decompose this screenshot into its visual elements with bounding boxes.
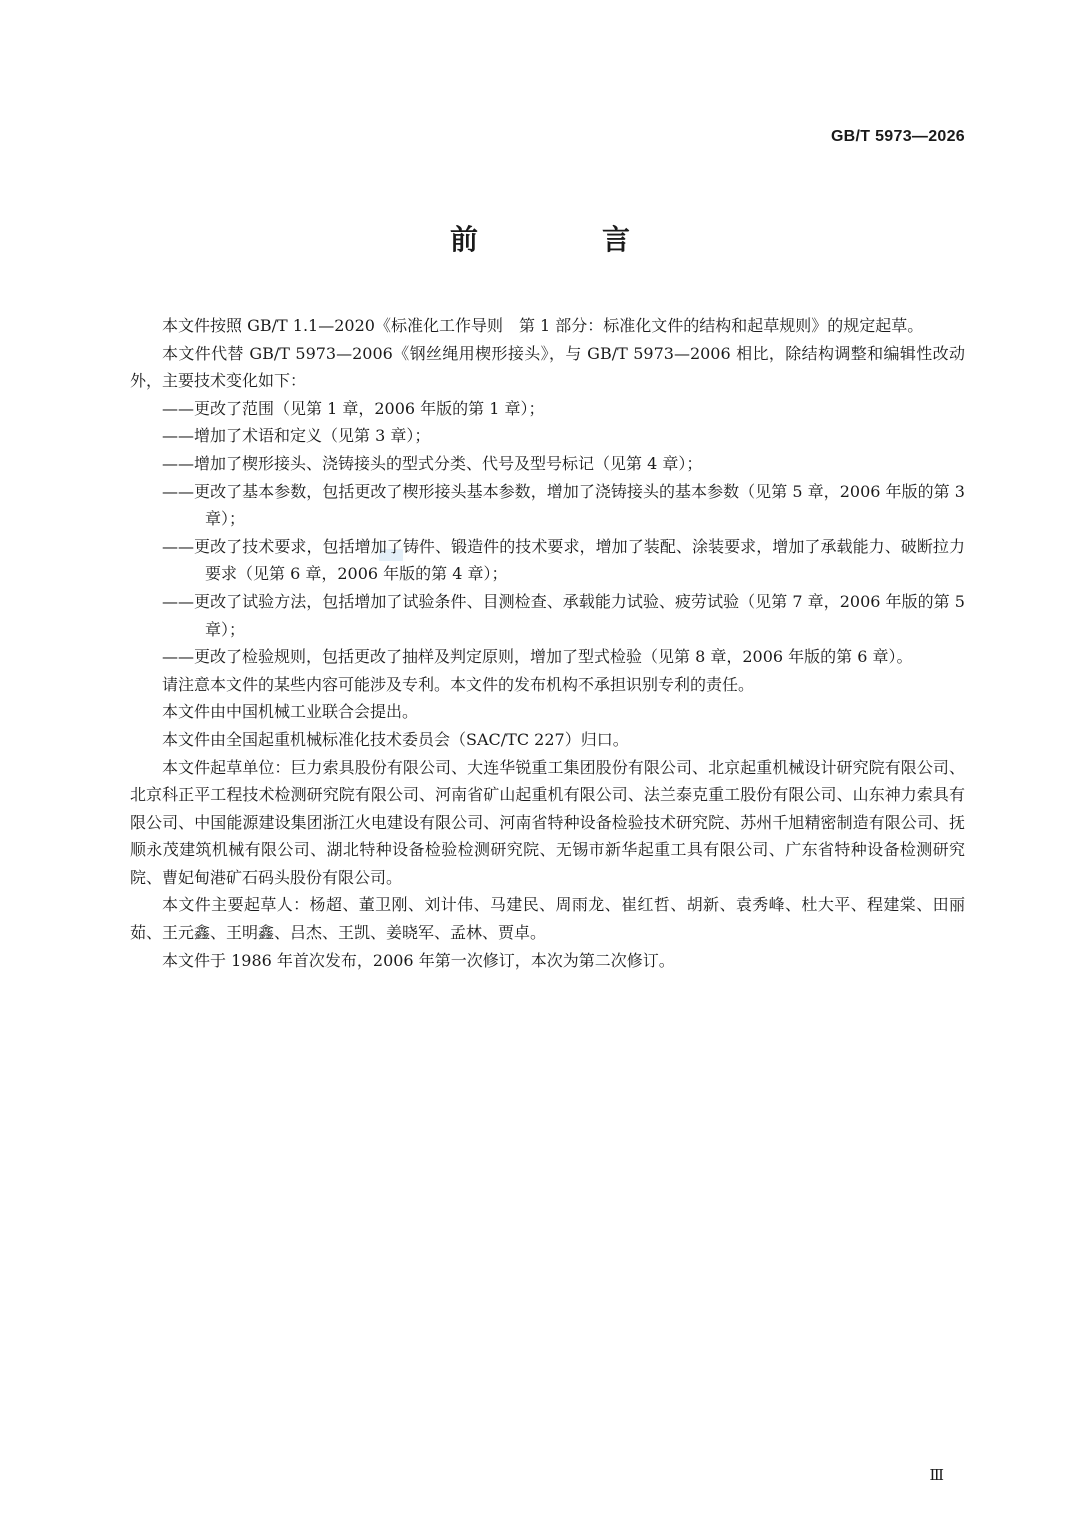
change-item: ——更改了基本参数，包括更改了楔形接头基本参数，增加了浇铸接头的基本参数（见第 5 章，2006 年版的第 3 章）；	[162, 481, 965, 529]
document-body	[130, 312, 965, 974]
change-item: ——更改了试验方法，包括增加了试验条件、目测检查、承载能力试验、疲劳试验（见第 7 章，2006 年版的第 5 章）；	[162, 591, 965, 639]
change-item: ——增加了术语和定义（见第 3 章）；	[162, 426, 431, 446]
change-item: ——更改了技术要求，包括增加了铸件、锻造件的技术要求，增加了装配、涂装要求，增加了承载能力、破断拉力要求（见第 6 章，2006 年版的第 4 章）；	[162, 536, 965, 584]
page-title: 前 言	[449, 223, 678, 256]
change-item: ——增加了楔形接头、浇铸接头的型式分类、代号及型号标记（见第 4 章）；	[162, 453, 703, 473]
drafting-units: 本文件起草单位：巨力索具股份有限公司、大连华锐重工集团股份有限公司、北京起重机械设计研究院有限公司、北京科正平工程技术检测研究院有限公司、河南省矿山起重机有限公司、法兰泰克重工股份有限公司、山东神力索具有限公司、中国能源建设集团浙江火电建设有限公司、河南省特种设备检验技术研究院、苏州千旭精密制造有限公司、抚顺永茂建筑机械有限公司、湖北特种设备检验检测研究院、无锡市新华起重工具有限公司、广东省特种设备检测研究院、曹妃甸港矿石码头股份有限公司。	[130, 757, 965, 887]
change-item: ——更改了检验规则，包括更改了抽样及判定原则，增加了型式检验（见第 8 章，2006 年版的第 6 章）。	[162, 647, 913, 667]
change-item: ——更改了范围（见第 1 章，2006 年版的第 1 章）；	[162, 398, 545, 418]
paragraph: 本文件由中国机械工业联合会提出。	[162, 702, 419, 722]
drafters: 本文件主要起草人：杨超、董卫刚、刘计伟、马建民、周雨龙、崔红哲、胡新、袁秀峰、杜大平、程建棠、田丽茹、王元鑫、王明鑫、吕杰、王凯、姜晓军、孟林、贾卓。	[130, 895, 965, 943]
standard-code: GB/T 5973—2026	[830, 128, 965, 145]
page-number: Ⅲ	[929, 1466, 943, 1484]
paragraph: 本文件按照 GB/T 1.1—2020《标准化工作导则 第 1 部分：标准化文件的结构和起草规则》的规定起草。	[162, 316, 924, 335]
paragraph: 本文件由全国起重机械标准化技术委员会（SAC/TC 227）归口。	[162, 729, 629, 749]
paragraph: 本文件代替 GB/T 5973—2006《钢丝绳用楔形接头》，与 GB/T 5973—2006 相比，除结构调整和编辑性改动外，主要技术变化如下：	[130, 343, 965, 391]
publication-history: 本文件于 1986 年首次发布，2006 年第一次修订，本次为第二次修订。	[162, 950, 675, 970]
paragraph: 请注意本文件的某些内容可能涉及专利。本文件的发布机构不承担识别专利的责任。	[162, 674, 755, 694]
